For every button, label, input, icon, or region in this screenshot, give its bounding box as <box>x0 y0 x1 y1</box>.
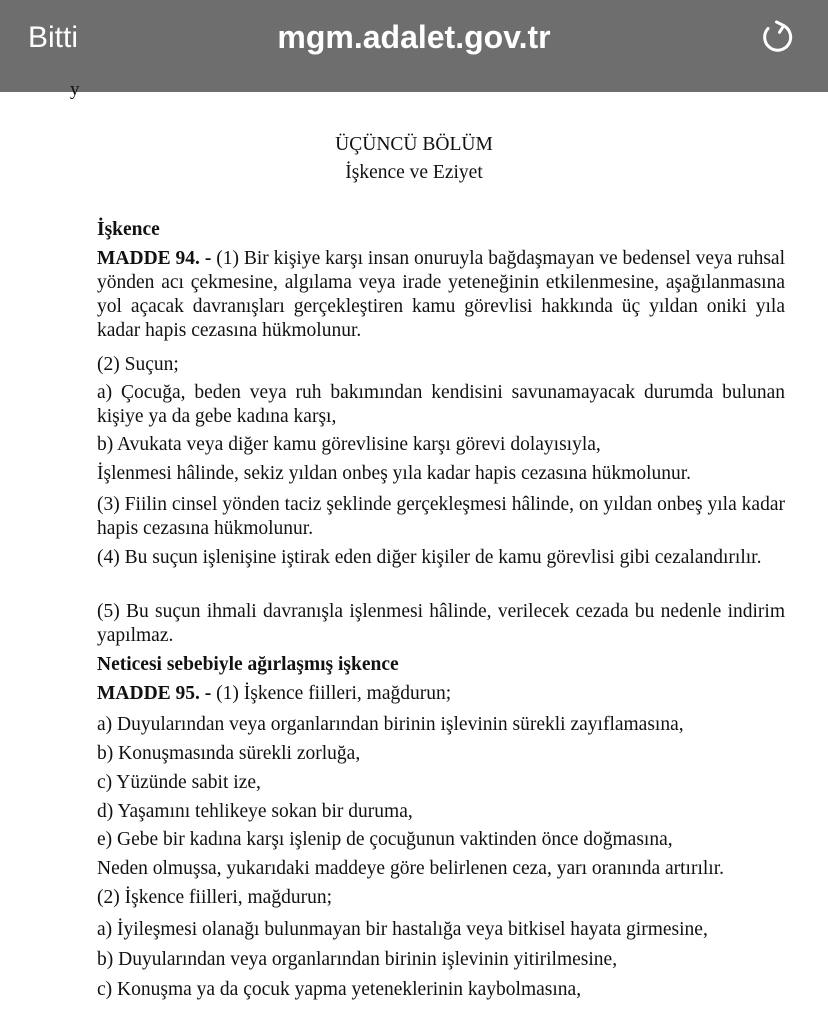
article-95-paragraph-2: (2) İşkence fiilleri, mağdurun; <box>97 887 332 908</box>
article-95-consequence: Neden olmuşsa, yukarıdaki maddeye göre belirlenen ceza, yarı oranında artırılır. <box>97 858 724 879</box>
section-subtitle: İşkence ve Eziyet <box>345 162 483 183</box>
article-95-item-a: a) Duyularından veya organlarından birinin işlevinin sürekli zayıflamasına, <box>97 714 684 735</box>
done-button[interactable]: Bitti <box>28 21 79 54</box>
article-95-heading: Neticesi sebebiyle ağırlaşmış işkence <box>97 654 399 675</box>
article-94-paragraph-1 <box>97 247 785 343</box>
reload-icon <box>755 16 797 58</box>
document-page <box>0 79 828 1021</box>
article-94-penalty: İşlenmesi hâlinde, sekiz yıldan onbeş yıla kadar hapis cezasına hükmolunur. <box>97 463 692 484</box>
url-label: mgm.adalet.gov.tr <box>277 19 551 55</box>
article-95-p1-text: (1) İşkence fiilleri, mağdurun; <box>216 683 452 704</box>
article-94-item-a: a) Çocuğa, beden veya ruh bakımından kendisini savunamayacak durumda bulunan kişiye ya da gebe kadına karşı, <box>97 382 785 427</box>
article-94-paragraph-2: (2) Suçun; <box>97 354 179 375</box>
article-94-paragraph-4: (4) Bu suçun işlenişine iştirak eden diğer kişiler de kamu görevlisi gibi cezalandırılır. <box>97 547 762 568</box>
article-94-heading: İşkence <box>97 219 160 240</box>
article-95-item-d: d) Yaşamını tehlikeye sokan bir duruma, <box>97 801 413 822</box>
article-95-item-b: b) Konuşmasında sürekli zorluğa, <box>97 743 361 764</box>
article-94-paragraph-3: (3) Fiilin cinsel yönden taciz şeklinde gerçekleşmesi hâlinde, on yıldan onbeş yıla kadar hapis cezasına hükmolunur. <box>97 494 785 539</box>
article-95-item-e: e) Gebe bir kadına karşı işlenip de çocuğunun vaktinden önce doğmasına, <box>97 829 673 850</box>
article-94-label: MADDE 94. - <box>97 248 217 269</box>
article-94-item-b: b) Avukata veya diğer kamu görevlisine karşı görevi dolayısıyla, <box>97 434 601 455</box>
section-title: ÜÇÜNCÜ BÖLÜM <box>335 134 493 155</box>
article-95-label: MADDE 95. - <box>97 683 217 704</box>
article-94-p1-text: (1) Bir kişiye karşı insan onuruyla bağdaşmayan ve bedensel veya ruhsal yönden acı çekmesine, algılama veya irade yeteneğinin etkilenmesine, aşağılanmasına yol açacak davranışları gerçekleştiren kamu görevlisi hakkında üç yıldan oniki yıla kadar hapis cezasına hükmolunur. <box>97 248 785 341</box>
article-95-paragraph-1 <box>97 682 785 706</box>
article-95-item-c: c) Yüzünde sabit ize, <box>97 772 261 793</box>
article-94-paragraph-5: (5) Bu suçun ihmali davranışla işlenmesi hâlinde, verilecek cezada bu nedenle indirim yapılmaz. <box>97 601 785 646</box>
reload-button[interactable] <box>755 16 797 58</box>
browser-toolbar <box>0 0 828 92</box>
article-95-item-2a: a) İyileşmesi olanağı bulunmayan bir hastalığa veya bitkisel hayata girmesine, <box>97 919 708 940</box>
cut-off-text: y <box>70 79 80 100</box>
article-95-item-2b: b) Duyularından veya organlarından birinin işlevinin yitirilmesine, <box>97 949 618 970</box>
article-95-item-2c: c) Konuşma ya da çocuk yapma yeteneklerinin kaybolmasına, <box>97 979 582 1000</box>
